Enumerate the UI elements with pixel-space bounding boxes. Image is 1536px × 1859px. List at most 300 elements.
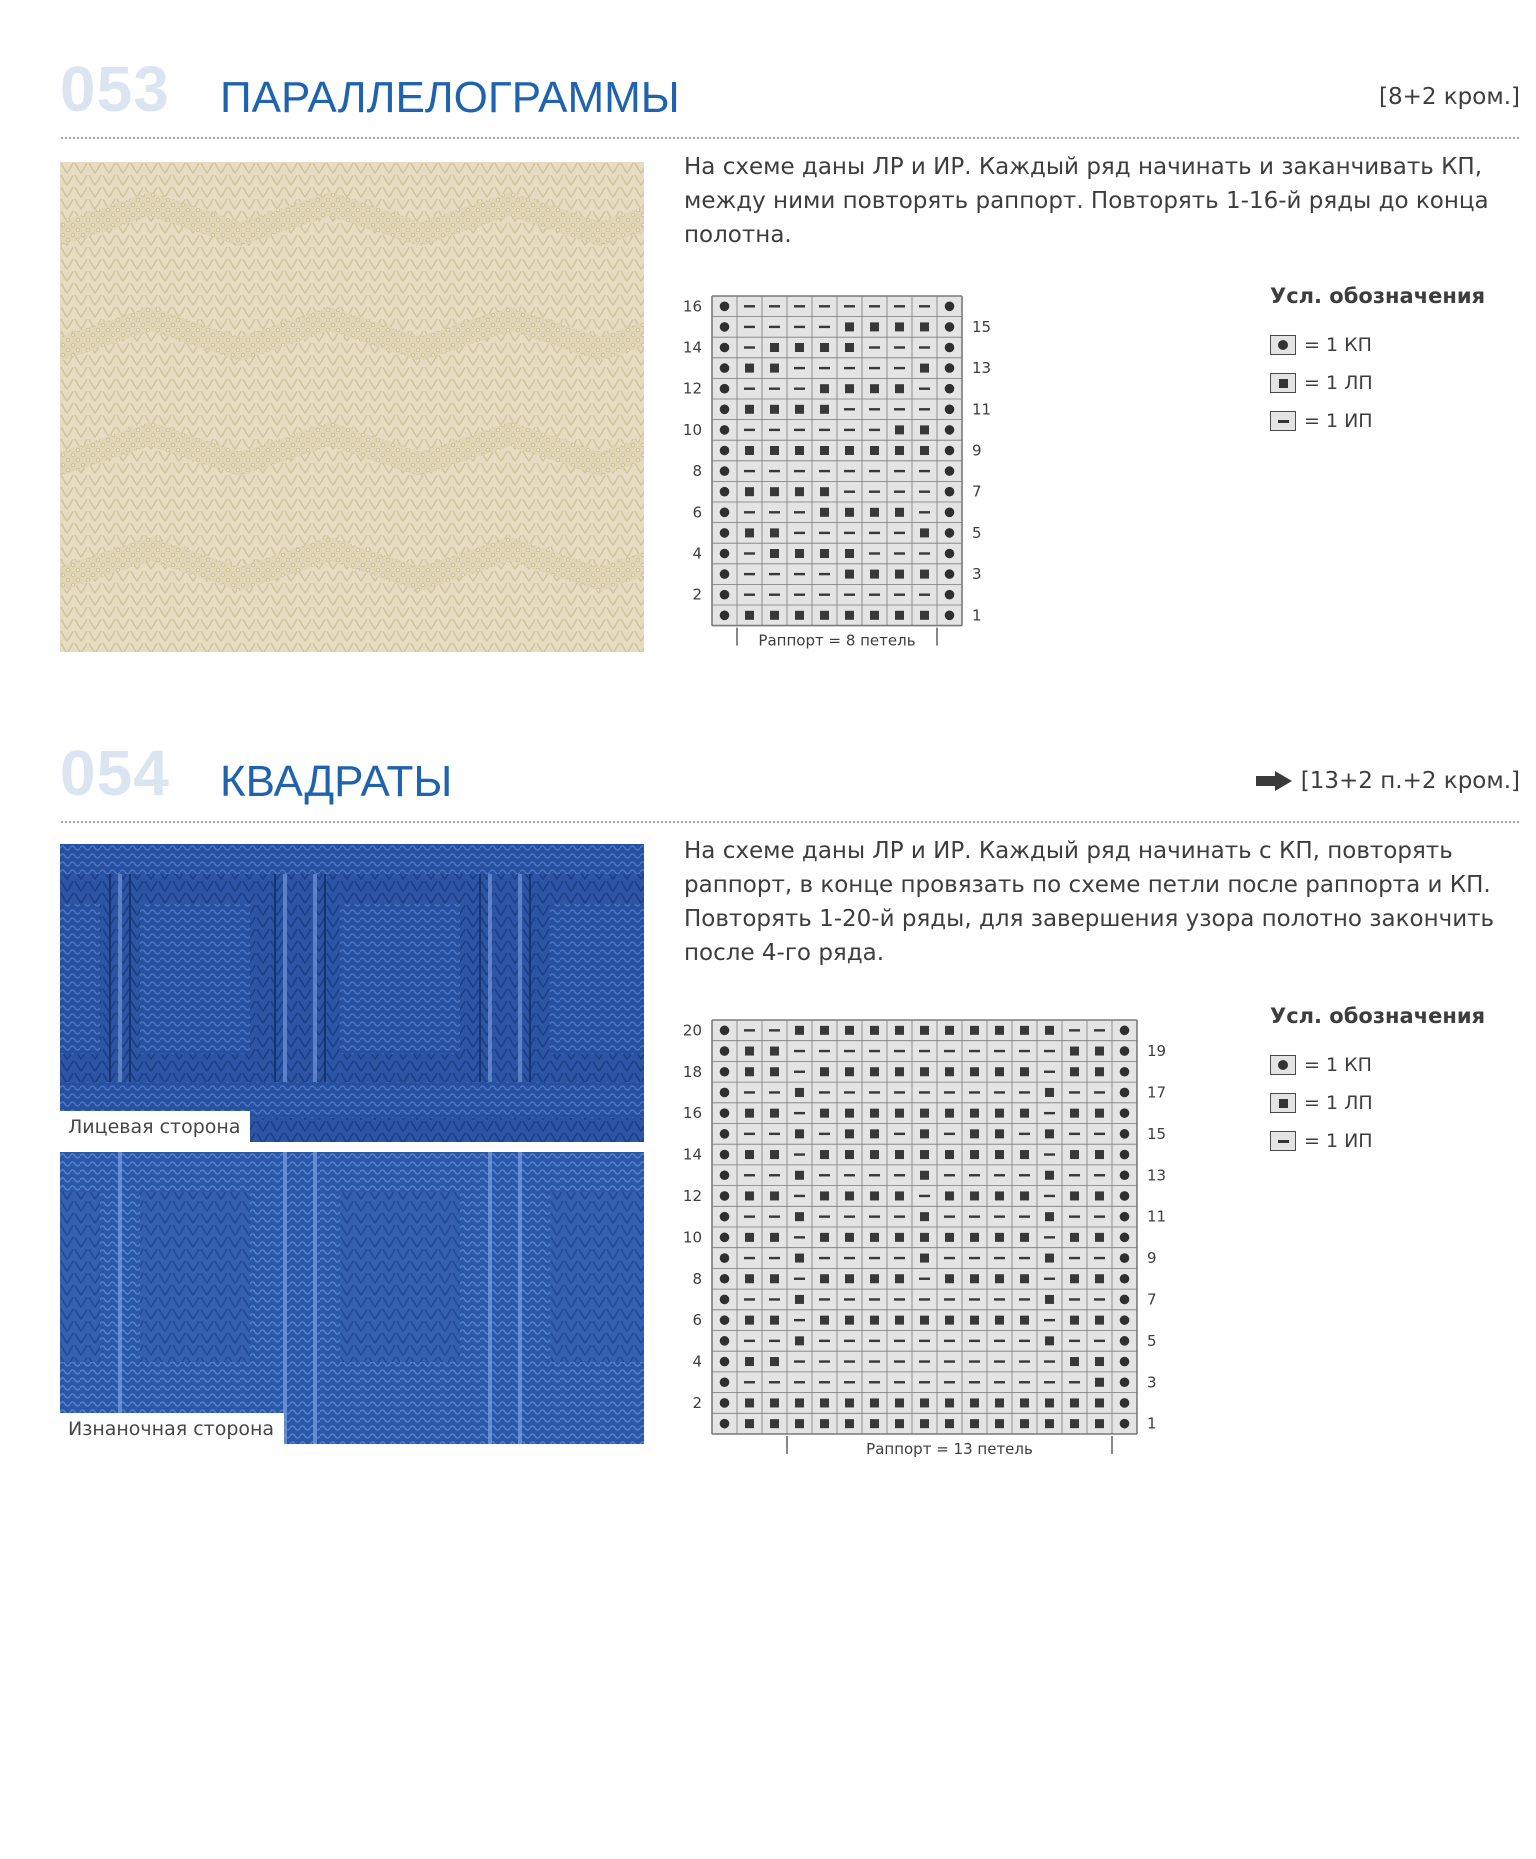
stitch-knit [820,1109,829,1118]
stitch-knit [795,1336,804,1345]
repeat-label: Раппорт = 8 петель [758,631,916,650]
row-label-right: 5 [972,523,982,542]
stitch-knit [745,1233,754,1242]
stitch-edge [720,1377,730,1387]
stitch-purl [944,1298,955,1300]
stitch-edge [720,508,730,518]
stitch-knit [770,549,779,558]
stitch-knit [995,1316,1004,1325]
stitch-knit [995,1150,1004,1159]
stitch-purl [794,1381,805,1383]
stitch-knit [795,343,804,352]
stitch-purl [1044,1319,1055,1321]
stitch-purl [844,1298,855,1300]
stitch-purl [819,367,830,369]
cast-on-info [1255,768,1520,794]
stitch-purl [744,429,755,431]
stitch-purl [994,1340,1005,1342]
purl-symbol-icon [1270,1131,1296,1151]
stitch-knit [845,549,854,558]
stitch-purl [944,1381,955,1383]
stitch-edge [1120,1233,1130,1243]
stitch-knit [895,1419,904,1428]
row-label-right: 3 [972,565,982,584]
stitch-purl [994,1360,1005,1362]
row-label-left: 6 [692,1311,702,1330]
stitch-purl [1019,1257,1030,1259]
stitch-knit [795,611,804,620]
section-header [60,738,1520,818]
stitch-purl [894,1174,905,1176]
stitch-purl [969,1340,980,1342]
row-label-left: 10 [682,1228,702,1247]
row-label-left: 8 [692,462,702,481]
stitch-knit [1070,1419,1079,1428]
stitch-knit [820,1150,829,1159]
stitch-purl [1094,1215,1105,1217]
stitch-purl [919,305,930,307]
stitch-knit [745,364,754,373]
stitch-edge [720,1274,730,1284]
photo-label-front: Лицевая сторона [60,1111,250,1142]
stitch-purl [744,326,755,328]
legend-item-edge-stitch [1270,1046,1485,1084]
stitch-knit [1095,1109,1104,1118]
row-label-right: 1 [1147,1414,1157,1433]
stitch-purl [744,552,755,554]
stitch-purl [894,1091,905,1093]
stitch-knit [970,1419,979,1428]
stitch-purl [1094,1091,1105,1093]
stitch-purl [994,1298,1005,1300]
stitch-purl [969,1298,980,1300]
stitch-purl [819,594,830,596]
stitch-purl [894,532,905,534]
stitch-knit [1045,1212,1054,1221]
stitch-knit [895,384,904,393]
stitch-knit [1020,1109,1029,1118]
row-label-left: 6 [692,503,702,522]
stitch-knit [1095,1419,1104,1428]
stitch-knit [870,1233,879,1242]
stitch-knit [1020,1316,1029,1325]
stitch-knit [820,487,829,496]
stitch-purl [844,305,855,307]
stitch-knit [870,446,879,455]
stitch-purl [819,1340,830,1342]
row-label-right: 9 [1147,1249,1157,1268]
stitch-knit [870,1398,879,1407]
stitch-purl [819,1133,830,1135]
stitch-purl [1069,1029,1080,1031]
stitch-purl [869,1381,880,1383]
stitch-purl [844,1381,855,1383]
stitch-edge [945,384,955,394]
stitch-knit [1070,1357,1079,1366]
stitch-purl [944,1091,955,1093]
stitch-knit [845,322,854,331]
row-label-right: 13 [972,359,992,378]
stitch-knit [870,1129,879,1138]
chart-legend [1270,1004,1485,1160]
knitting-chart [676,284,1016,650]
stitch-knit [895,1026,904,1035]
stitch-knit [820,1398,829,1407]
stitch-purl [919,346,930,348]
stitch-purl [869,470,880,472]
knit-sample-photo-front [60,844,644,1142]
stitch-knit [870,1109,879,1118]
row-label-left: 14 [682,1145,702,1164]
stitch-purl [819,1257,830,1259]
stitch-knit [895,570,904,579]
stitch-purl [769,594,780,596]
stitch-purl [969,1215,980,1217]
stitch-knit [1045,1088,1054,1097]
stitch-knit [1020,1067,1029,1076]
stitch-knit [870,1316,879,1325]
knitting-chart [676,1008,1196,1458]
pattern-title: ПАРАЛЛЕЛОГРАММЫ [220,73,680,122]
stitch-purl [894,367,905,369]
stitch-knit [1020,1191,1029,1200]
stitch-knit [845,1316,854,1325]
stitch-purl [869,429,880,431]
stitch-knit [945,1398,954,1407]
stitch-knit [995,1233,1004,1242]
arrow-right-icon [1255,770,1293,792]
stitch-knit [820,611,829,620]
row-label-right: 9 [972,441,982,460]
stitch-purl [1094,1257,1105,1259]
stitch-purl [969,1091,980,1093]
stitch-knit [845,446,854,455]
stitch-knit [770,1419,779,1428]
stitch-knit [995,1398,1004,1407]
stitch-edge [720,1419,730,1429]
stitch-knit [745,1047,754,1056]
stitch-knit [745,1419,754,1428]
stitch-edge [720,322,730,332]
row-label-left: 16 [682,297,702,316]
stitch-purl [919,552,930,554]
stitch-edge [1120,1274,1130,1284]
stitch-edge [945,466,955,476]
stitch-purl [1069,1091,1080,1093]
row-label-left: 20 [682,1021,702,1040]
stitch-purl [869,1091,880,1093]
stitch-purl [869,1174,880,1176]
stitch-knit [895,1274,904,1283]
stitch-purl [844,1091,855,1093]
stitch-edge [720,549,730,559]
stitch-purl [1094,1298,1105,1300]
row-label-right: 15 [972,317,992,336]
stitch-purl [744,1381,755,1383]
stitch-edge [1120,1150,1130,1160]
stitch-purl [819,532,830,534]
stitch-purl [744,1298,755,1300]
stitch-purl [819,573,830,575]
stitch-edge [1120,1295,1130,1305]
stitch-purl [794,1195,805,1197]
stitch-edge [720,405,730,415]
stitch-knit [870,611,879,620]
stitch-purl [1044,1153,1055,1155]
stitch-knit [770,611,779,620]
stitch-knit [770,1150,779,1159]
stitch-purl [969,1381,980,1383]
stitch-knit [820,405,829,414]
stitch-knit [795,446,804,455]
stitch-knit [870,1191,879,1200]
row-label-right: 11 [972,400,992,419]
stitch-purl [844,429,855,431]
stitch-knit [895,1150,904,1159]
stitch-edge [720,1046,730,1056]
stitch-edge [945,549,955,559]
stitch-purl [1019,1381,1030,1383]
stitch-purl [844,1340,855,1342]
stitch-knit [895,1109,904,1118]
stitch-knit [770,1233,779,1242]
stitch-knit [820,1026,829,1035]
stitch-edge [1120,1129,1130,1139]
stitch-edge [720,1295,730,1305]
stitch-knit [795,1129,804,1138]
stitch-knit [1045,1336,1054,1345]
stitch-purl [744,388,755,390]
stitch-knit [970,1129,979,1138]
row-label-left: 14 [682,338,702,357]
stitch-purl [919,1340,930,1342]
edge-stitch-symbol-icon [1270,1055,1296,1075]
legend-text: = 1 ЛП [1304,1092,1373,1114]
stitch-purl [894,346,905,348]
stitch-purl [869,1050,880,1052]
stitch-knit [920,322,929,331]
pattern-number: 054 [60,737,170,809]
stitch-purl [794,1153,805,1155]
stitch-knit [945,1109,954,1118]
stitch-knit [745,611,754,620]
stitch-purl [819,1215,830,1217]
stitch-edge [720,302,730,312]
stitch-knit [895,1316,904,1325]
stitch-purl [1044,1112,1055,1114]
pattern-number: 053 [60,53,170,125]
stitch-purl [919,594,930,596]
stitch-edge [945,508,955,518]
stitch-edge [720,1315,730,1325]
stitch-knit [1095,1233,1104,1242]
stitch-purl [1094,1174,1105,1176]
stitch-edge [945,528,955,538]
stitch-purl [869,1360,880,1362]
row-label-right: 7 [1147,1290,1157,1309]
stitch-edge [720,1088,730,1098]
stitch-edge [720,446,730,456]
stitch-edge [945,343,955,353]
stitch-knit [870,1026,879,1035]
legend-item-purl [1270,1122,1485,1160]
stitch-purl [794,1050,805,1052]
stitch-purl [844,491,855,493]
stitch-purl [919,1050,930,1052]
stitch-knit [770,1316,779,1325]
stitch-knit [895,611,904,620]
stitch-purl [844,408,855,410]
purl-symbol-icon [1270,411,1296,431]
stitch-purl [794,429,805,431]
stitch-purl [844,1174,855,1176]
stitch-knit [945,1191,954,1200]
stitch-purl [894,1133,905,1135]
stitch-purl [1019,1215,1030,1217]
row-label-right: 17 [1147,1083,1167,1102]
row-label-left: 12 [682,379,702,398]
stitch-purl [894,408,905,410]
row-label-left: 18 [682,1062,702,1081]
stitch-purl [1019,1091,1030,1093]
stitch-edge [945,590,955,600]
stitch-knit [845,508,854,517]
stitch-purl [869,408,880,410]
stitch-knit [920,570,929,579]
stitch-purl [769,1029,780,1031]
cast-on-text: [8+2 кром.] [1378,84,1520,110]
legend-title: Усл. обозначения [1270,1004,1486,1028]
chart-legend [1270,284,1485,440]
stitch-purl [819,429,830,431]
stitch-purl [994,1174,1005,1176]
stitch-edge [720,1233,730,1243]
stitch-knit [945,1419,954,1428]
stitch-knit [895,508,904,517]
stitch-purl [844,532,855,534]
row-label-left: 4 [692,1352,702,1371]
stitch-knit [845,1067,854,1076]
stitch-knit [920,1150,929,1159]
stitch-knit [770,1274,779,1283]
legend-text: = 1 ИП [1304,1130,1373,1152]
stitch-knit [795,1419,804,1428]
stitch-knit [1020,1398,1029,1407]
stitch-purl [1019,1050,1030,1052]
stitch-knit [995,1274,1004,1283]
stitch-knit [795,487,804,496]
stitch-knit [795,1026,804,1035]
stitch-purl [794,326,805,328]
stitch-knit [745,1150,754,1159]
stitch-knit [895,1191,904,1200]
stitch-edge [720,1253,730,1263]
stitch-edge [720,466,730,476]
stitch-knit [895,1398,904,1407]
stitch-knit [795,1254,804,1263]
stitch-edge [1120,1315,1130,1325]
pattern-section-053 [0,54,1536,664]
stitch-knit [820,446,829,455]
stitch-edge [720,1150,730,1160]
row-label-left: 2 [692,1393,702,1412]
stitch-knit [745,446,754,455]
stitch-knit [870,1067,879,1076]
stitch-knit [795,1295,804,1304]
stitch-knit [920,528,929,537]
stitch-knit [1095,1316,1104,1325]
stitch-knit [970,1398,979,1407]
stitch-knit [970,1191,979,1200]
stitch-knit [845,343,854,352]
stitch-knit [1070,1274,1079,1283]
pattern-section-054 [0,738,1536,1458]
stitch-knit [870,508,879,517]
stitch-knit [995,1067,1004,1076]
stitch-purl [944,1174,955,1176]
stitch-edge [945,363,955,373]
stitch-knit [920,1171,929,1180]
pattern-title: КВАДРАТЫ [220,757,453,806]
stitch-purl [744,1029,755,1031]
stitch-purl [794,1319,805,1321]
row-label-right: 7 [972,482,982,501]
stitch-knit [820,1191,829,1200]
stitch-purl [944,1340,955,1342]
stitch-purl [844,367,855,369]
stitch-purl [1044,1278,1055,1280]
stitch-knit [745,1398,754,1407]
stitch-purl [794,1236,805,1238]
stitch-knit [820,1067,829,1076]
stitch-purl [894,1340,905,1342]
stitch-knit [1045,1171,1054,1180]
stitch-purl [744,1091,755,1093]
stitch-purl [944,1360,955,1362]
stitch-knit [845,1109,854,1118]
stitch-purl [869,1340,880,1342]
stitch-purl [994,1091,1005,1093]
stitch-edge [945,425,955,435]
stitch-purl [819,326,830,328]
stitch-purl [769,511,780,513]
stitch-knit [745,405,754,414]
stitch-purl [769,1133,780,1135]
stitch-knit [745,487,754,496]
stitch-edge [720,1026,730,1036]
stitch-purl [819,1091,830,1093]
stitch-edge [945,611,955,621]
stitch-purl [844,594,855,596]
stitch-purl [769,305,780,307]
stitch-knit [845,1129,854,1138]
stitch-purl [919,408,930,410]
stitch-purl [744,573,755,575]
stitch-purl [844,1050,855,1052]
stitch-knit [920,1067,929,1076]
stitch-knit [1070,1150,1079,1159]
pattern-description: На схеме даны ЛР и ИР. Каждый ряд начинать и заканчивать КП, между ними повторять раппорт. Повторять 1-16-й ряды до конца полотна. [684,154,1489,248]
stitch-edge [1120,1398,1130,1408]
stitch-purl [994,1215,1005,1217]
stitch-purl [1069,1298,1080,1300]
stitch-edge [945,487,955,497]
row-label-right: 1 [972,606,982,625]
stitch-purl [1019,1340,1030,1342]
legend-title: Усл. обозначения [1270,284,1486,308]
row-label-left: 10 [682,420,702,439]
stitch-edge [1120,1212,1130,1222]
